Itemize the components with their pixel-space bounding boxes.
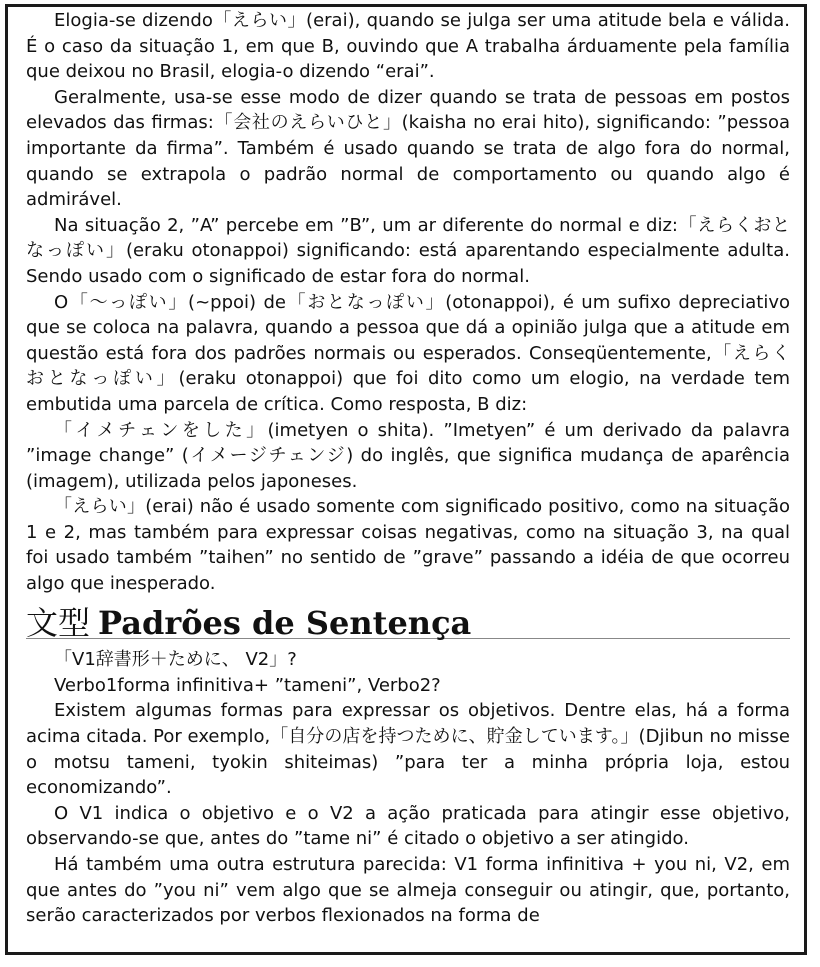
- paragraph: O V1 indica o objetivo e o V2 a ação praticada para atingir esse objetivo, observando-se que, antes do ”tame ni” é citado o objetivo a ser atingido.: [26, 802, 790, 850]
- document-body: [26, 8, 790, 929]
- section-heading: [26, 603, 790, 642]
- paragraph: Na situação 2, ”A” percebe em ”B”, um ar diferente do normal e diz:「えらくおとなっぽい」(eraku otonappoi) significando: está aparentando especialmente adulta. Sendo usado com o significado de estar fora do normal.: [26, 214, 790, 287]
- pattern-line: 「V1辞書形＋ために、 V2」?: [54, 649, 297, 671]
- paragraph: 「イメチェンをした」(imetyen o shita). ”Imetyen” é um derivado da palavra ”image change” (イメージチェンジ) do inglês, que significa mudança de aparência (imagem), utilizada pelos japoneses.: [26, 419, 790, 492]
- paragraph: Há também uma outra estrutura parecida: V1 forma infinitiva + you ni, V2, em que antes do ”you ni” vem algo que se almeja conseguir ou atingir, que, portanto, serão caracterizados por verbos flexionados na forma de: [26, 854, 790, 927]
- section-heading-pt: Padrões de Sentença: [98, 603, 472, 642]
- paragraph: O「〜っぽい」(~ppoi) de「おとなっぽい」(otonappoi), é um sufixo depreciativo que se coloca na palavra, quando a pessoa que dá a opinião julga que a atitude em questão está fora dos padrões normais ou esperados. Conseqüentemente,「えらく おとなっぽい」(eraku otonappoi) que foi dito como um elogio, na verdade tem embutida uma parcela de crítica. Como resposta, B diz:: [26, 291, 790, 415]
- paragraph: Elogia-se dizendo「えらい」(erai), quando se julga ser uma atitude bela e válida. É o caso da situação 1, em que B, ouvindo que A trabalha árduamente pela família que deixou no Brasil, elogia-o dizendo “erai”.: [26, 10, 790, 83]
- paragraph: Existem algumas formas para expressar os objetivos. Dentre elas, há a forma acima citada. Por exemplo,「自分の店を持つために、貯金しています。」(Djibun no misse o motsu tameni, tyokin shiteimas) ”para ter a minha própria loja, estou economizando”.: [26, 700, 790, 799]
- paragraph: Geralmente, usa-se esse modo de dizer quando se trata de pessoas em postos elevados das firmas:「会社のえらいひと」(kaisha no erai hito), significando: ”pessoa importante da firma”. Também é usado quando se trata de algo fora do normal, quando se extrapola o padrão normal de comportamento ou quando algo é admirável.: [26, 86, 790, 211]
- section-heading-jp: 文型: [26, 603, 91, 642]
- paragraph: 「えらい」(erai) não é usado somente com significado positivo, como na situação 1 e 2, mas também para expressar coisas negativas, como na situação 3, na qual foi usado também ”taihen” no sentido de ”grave” passando a idéia de que ocorreu algo que inesperado.: [26, 496, 790, 595]
- pattern-line: Verbo1forma infinitiva+ ”tameni”, Verbo2?: [54, 674, 441, 696]
